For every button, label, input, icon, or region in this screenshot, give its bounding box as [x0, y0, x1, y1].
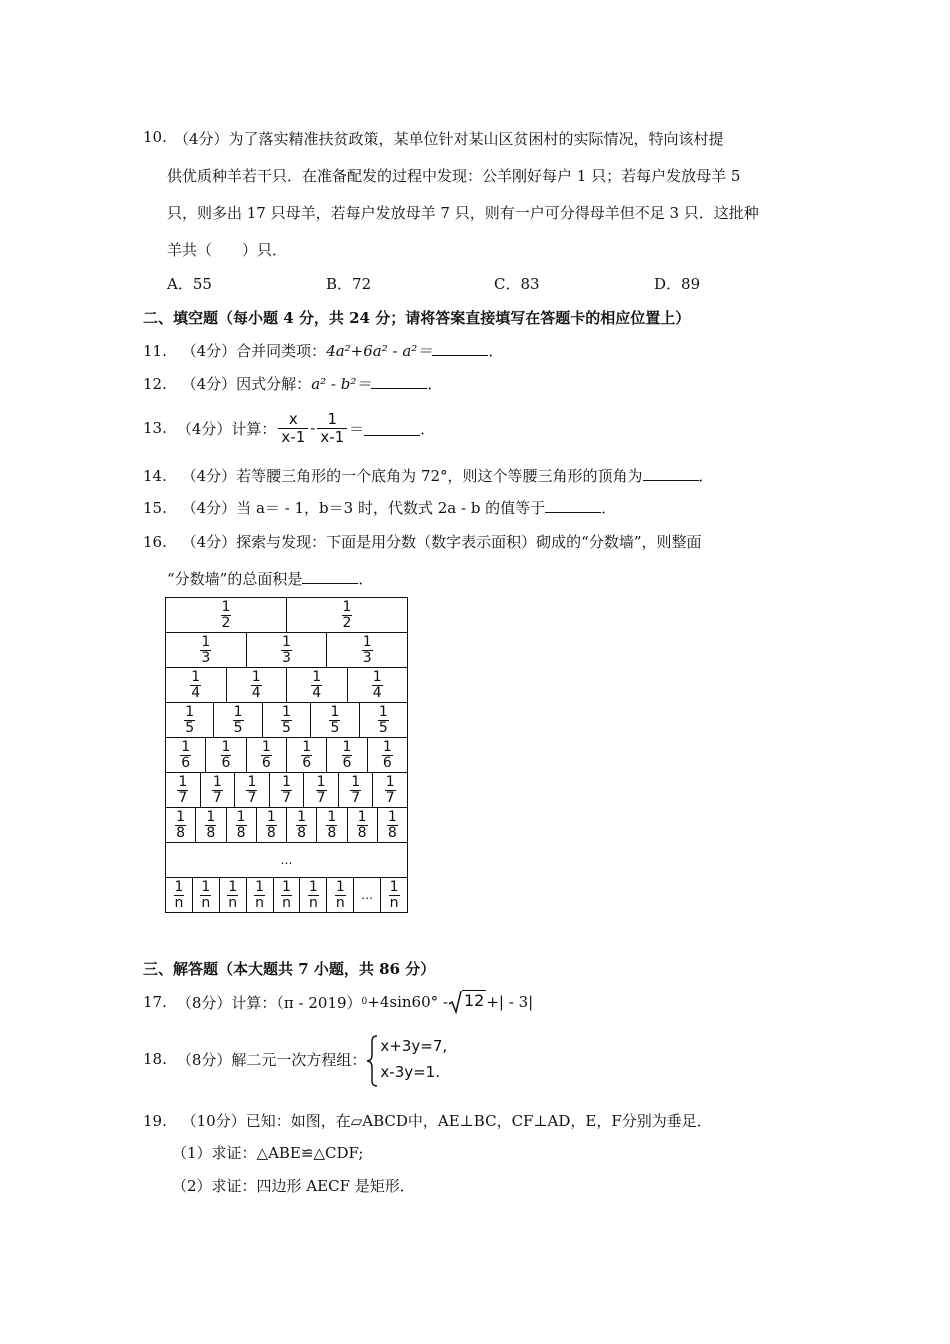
- wall-fraction-numerator: 1: [357, 808, 367, 825]
- wall-fraction-numerator: 1: [221, 598, 231, 615]
- q19-number: 19.: [143, 1112, 167, 1130]
- wall-fraction: [266, 810, 277, 841]
- wall-row-6: [166, 738, 407, 773]
- wall-fraction-denominator: 7: [385, 789, 395, 806]
- wall-fraction-denominator: 6: [181, 754, 191, 771]
- wall-fraction: [342, 740, 353, 771]
- wall-brick: [287, 598, 407, 632]
- q11-answer-blank: [432, 341, 488, 356]
- wall-ellipsis-text: …: [280, 853, 293, 867]
- wall-fraction-denominator: 5: [233, 719, 243, 736]
- wall-fraction: [212, 775, 223, 806]
- wall-fraction-numerator: 1: [351, 773, 361, 790]
- wall-fraction: [281, 705, 292, 736]
- wall-fraction: [174, 880, 185, 911]
- wall-fraction-denominator: 4: [251, 684, 261, 701]
- wall-fraction-denominator: 8: [387, 824, 397, 841]
- q18-equation-system: [366, 1033, 447, 1085]
- wall-fraction: [200, 880, 211, 911]
- wall-fraction-numerator: 1: [282, 773, 291, 790]
- q19-text: （10分）已知：如图，在▱ABCD中，AE⊥BC，CF⊥AD，E，F分别为垂足．: [181, 1112, 712, 1130]
- q15-answer-blank: [545, 498, 601, 513]
- wall-fraction: [350, 775, 361, 806]
- wall-fraction-numerator: 1: [236, 808, 246, 825]
- q14-end: ．: [698, 467, 714, 485]
- wall-brick: [354, 878, 381, 912]
- q13-fraction-1: [278, 411, 308, 446]
- wall-brick: [166, 808, 196, 842]
- wall-fraction-numerator: 1: [212, 773, 222, 790]
- wall-fraction-denominator: 7: [178, 789, 188, 806]
- q13-prefix: （4分）计算：: [176, 419, 277, 438]
- wall-fraction: [177, 775, 188, 806]
- q14-text: （4分）若等腰三角形的一个底角为 72°，则这个等腰三角形的顶角为: [181, 467, 643, 485]
- wall-fraction-numerator: 1: [251, 668, 261, 685]
- wall-fraction: [251, 670, 262, 701]
- wall-fraction-denominator: 6: [342, 754, 352, 771]
- wall-brick: [327, 738, 367, 772]
- wall-fraction-denominator: 8: [327, 824, 337, 841]
- q17-end: +| - 3|: [486, 993, 534, 1011]
- wall-row-ellipsis: [166, 843, 407, 878]
- wall-fraction-numerator: 1: [342, 598, 352, 615]
- wall-row-7: [166, 773, 407, 808]
- wall-fraction-denominator: 5: [330, 719, 340, 736]
- wall-fraction: [311, 670, 322, 701]
- wall-fraction-numerator: 1: [228, 878, 238, 895]
- wall-fraction-numerator: 1: [221, 738, 231, 755]
- wall-row-4: [166, 668, 407, 703]
- wall-fraction: [246, 775, 257, 806]
- wall-fraction-denominator: n: [201, 894, 211, 911]
- wall-brick: [300, 878, 327, 912]
- wall-fraction-numerator: 1: [201, 633, 211, 650]
- wall-fraction-numerator: 1: [362, 633, 372, 650]
- wall-fraction-numerator: 1: [378, 703, 388, 720]
- wall-brick: [311, 703, 359, 737]
- q18-prefix: （8分）解二元一次方程组：: [176, 1050, 367, 1069]
- wall-fraction-numerator: 1: [385, 773, 395, 790]
- wall-fraction-denominator: 6: [302, 754, 312, 771]
- wall-fraction-denominator: 8: [297, 824, 307, 841]
- wall-fraction: [385, 775, 396, 806]
- wall-fraction-numerator: 1: [387, 808, 397, 825]
- wall-brick: [220, 878, 247, 912]
- wall-row-5: [166, 703, 407, 738]
- wall-fraction-denominator: 3: [362, 649, 372, 666]
- wall-brick: [348, 808, 378, 842]
- q13-number: 13.: [143, 419, 167, 437]
- wall-brick: [348, 668, 408, 702]
- wall-fraction-denominator: n: [389, 894, 399, 911]
- wall-fraction-denominator: 7: [282, 789, 291, 806]
- wall-brick: [287, 668, 348, 702]
- wall-fraction-denominator: 2: [342, 614, 352, 631]
- wall-fraction-numerator: 1: [282, 703, 291, 720]
- wall-fraction-denominator: 3: [201, 649, 211, 666]
- wall-row-3: [166, 633, 407, 668]
- wall-fraction: [221, 600, 232, 631]
- wall-fraction-numerator: 1: [178, 773, 188, 790]
- wall-fraction-numerator: 1: [312, 668, 322, 685]
- wall-brick: [360, 703, 407, 737]
- q15-text: （4分）当 a＝ - 1，b＝3 时，代数式 2a - b 的值等于: [181, 499, 546, 517]
- wall-fraction: [362, 635, 373, 666]
- wall-fraction-denominator: 8: [206, 824, 216, 841]
- wall-fraction: [296, 810, 307, 841]
- wall-brick: [166, 773, 201, 807]
- wall-fraction: [329, 705, 340, 736]
- wall-fraction: [326, 810, 337, 841]
- wall-fraction: [387, 810, 398, 841]
- wall-brick: [227, 808, 257, 842]
- wall-fraction: [372, 670, 383, 701]
- wall-fraction-numerator: 1: [181, 738, 191, 755]
- q10-option-a: A．55: [167, 275, 212, 293]
- wall-fraction-denominator: 7: [316, 789, 326, 806]
- q16-number: 16.: [143, 533, 167, 551]
- wall-fraction-numerator: 1: [247, 773, 257, 790]
- wall-fraction-numerator: 1: [327, 808, 337, 825]
- q13-fraction-2-denominator: x-1: [317, 428, 347, 446]
- wall-fraction: [335, 880, 346, 911]
- wall-fraction-numerator: 1: [233, 703, 243, 720]
- wall-fraction-numerator: 1: [201, 878, 211, 895]
- q13: [143, 406, 435, 450]
- left-brace-icon: [366, 1035, 378, 1087]
- q10-option-d: D．89: [654, 275, 701, 293]
- wall-fraction: [281, 635, 292, 666]
- wall-fraction: [308, 880, 319, 911]
- wall-fraction-denominator: 7: [351, 789, 361, 806]
- wall-fraction-numerator: 1: [266, 808, 276, 825]
- wall-ellipsis-text: …: [361, 888, 374, 902]
- wall-fraction-denominator: 5: [282, 719, 291, 736]
- wall-fraction: [200, 635, 211, 666]
- wall-fraction-numerator: 1: [297, 808, 307, 825]
- q13-minus: -: [310, 419, 316, 437]
- fraction-wall: [165, 597, 408, 913]
- wall-brick: [227, 668, 288, 702]
- wall-fraction-denominator: n: [255, 894, 265, 911]
- wall-fraction-denominator: 4: [312, 684, 322, 701]
- wall-fraction-numerator: 1: [308, 878, 318, 895]
- wall-fraction-denominator: 2: [221, 614, 231, 631]
- wall-fraction: [221, 740, 232, 771]
- q17-prefix: （8分）计算：（π - 2019）: [176, 993, 362, 1012]
- q18-number: 18.: [143, 1050, 167, 1068]
- wall-fraction-numerator: 1: [342, 738, 352, 755]
- wall-row-8: [166, 808, 407, 843]
- q17-square-root: [448, 990, 486, 1014]
- q12: [143, 373, 442, 394]
- wall-brick: [247, 878, 274, 912]
- wall-brick: [270, 773, 305, 807]
- q11-number: 11.: [143, 342, 167, 360]
- q10-number: 10.: [143, 128, 167, 146]
- wall-brick: [287, 808, 317, 842]
- wall-brick: [193, 878, 220, 912]
- wall-brick: [196, 808, 226, 842]
- q18-equation-2: x-3y=1.: [380, 1063, 440, 1081]
- q17-exponent: 0: [361, 997, 368, 1007]
- wall-fraction-denominator: 8: [236, 824, 246, 841]
- wall-fraction-numerator: 1: [176, 808, 186, 825]
- q10-line-1: （4分）为了落实精准扶贫政策，某单位针对某山区贫困村的实际情况，特向该村提: [174, 130, 724, 148]
- wall-fraction: [254, 880, 265, 911]
- wall-brick: [166, 738, 206, 772]
- wall-fraction: [227, 880, 238, 911]
- wall-fraction-numerator: 1: [185, 703, 195, 720]
- wall-fraction: [357, 810, 368, 841]
- q19-sub-1: （1）求证：△ABE≌△CDF;: [172, 1144, 364, 1162]
- wall-fraction-denominator: 4: [372, 684, 382, 701]
- wall-fraction-denominator: 7: [212, 789, 222, 806]
- wall-brick: [247, 738, 287, 772]
- q14-answer-blank: [643, 466, 699, 481]
- wall-brick: [274, 878, 301, 912]
- wall-fraction-denominator: 5: [378, 719, 388, 736]
- wall-fraction: [281, 880, 292, 911]
- wall-fraction: [180, 740, 191, 771]
- q10-line-4: 羊共（ ）只．: [167, 241, 288, 259]
- wall-fraction: [389, 880, 400, 911]
- q13-end: ．: [420, 419, 436, 438]
- wall-fraction-denominator: 6: [261, 754, 271, 771]
- q16-line-1: [143, 531, 702, 552]
- wall-fraction-numerator: 1: [261, 738, 271, 755]
- q10-line-3: 只，则多出 17 只母羊，若每户发放母羊 7 只，则有一户可分得母羊但不足 3 只．这批种: [167, 204, 759, 222]
- wall-fraction: [378, 705, 389, 736]
- wall-brick: [166, 703, 214, 737]
- wall-fraction-numerator: 1: [282, 878, 291, 895]
- q16-line-2: [167, 568, 373, 589]
- wall-brick: [263, 703, 311, 737]
- q17-radicand: 12: [463, 991, 485, 1010]
- wall-row-2: [166, 598, 407, 633]
- wall-fraction-numerator: 1: [330, 703, 340, 720]
- q11-end: ．: [488, 342, 504, 360]
- q18-equation-1: x+3y=7,: [380, 1037, 448, 1055]
- wall-brick: [381, 878, 407, 912]
- wall-fraction-numerator: 1: [174, 878, 184, 895]
- wall-brick: [214, 703, 262, 737]
- q12-prefix: （4分）因式分解：: [181, 375, 312, 393]
- section-3-heading: 三、解答题（本大题共 7 小题，共 86 分）: [143, 960, 436, 978]
- wall-fraction: [382, 740, 393, 771]
- wall-fraction-numerator: 1: [372, 668, 382, 685]
- q18: [143, 1030, 447, 1088]
- wall-brick: [368, 738, 407, 772]
- wall-brick: [373, 773, 407, 807]
- q15-number: 15.: [143, 499, 167, 517]
- wall-brick: [327, 878, 354, 912]
- wall-fraction-numerator: 1: [335, 878, 345, 895]
- q13-fraction-2-numerator: 1: [327, 409, 338, 428]
- wall-fraction-denominator: n: [335, 894, 345, 911]
- q13-fraction-1-denominator: x-1: [278, 428, 308, 446]
- wall-fraction-denominator: 6: [382, 754, 392, 771]
- q14: [143, 465, 714, 486]
- wall-brick: [327, 633, 407, 667]
- q16-text-1: （4分）探索与发现：下面是用分数（数字表示面积）砌成的“分数墙”，则整面: [181, 533, 702, 551]
- q13-answer-blank: [364, 421, 420, 436]
- wall-row-n: [166, 878, 407, 912]
- q16-answer-blank: [302, 569, 358, 584]
- wall-brick: [206, 738, 246, 772]
- wall-fraction: [205, 810, 216, 841]
- wall-brick: [166, 668, 227, 702]
- wall-fraction-numerator: 1: [316, 773, 326, 790]
- q10-option-c: C．83: [494, 275, 540, 293]
- wall-fraction: [175, 810, 186, 841]
- wall-fraction: [190, 670, 201, 701]
- q17-number: 17.: [143, 993, 167, 1011]
- wall-fraction-denominator: 3: [282, 649, 291, 666]
- q17-mid: +4sin60° -: [367, 993, 448, 1011]
- wall-fraction-denominator: n: [282, 894, 291, 911]
- wall-fraction-denominator: 8: [266, 824, 276, 841]
- q13-equals: ＝: [349, 419, 365, 438]
- q11-prefix: （4分）合并同类项：: [181, 342, 327, 360]
- wall-brick: [166, 633, 247, 667]
- wall-fraction-numerator: 1: [382, 738, 392, 755]
- wall-fraction: [342, 600, 353, 631]
- wall-fraction: [301, 740, 312, 771]
- q19-sub-2: （2）求证：四边形 AECF 是矩形．: [172, 1177, 415, 1195]
- wall-brick: [201, 773, 236, 807]
- wall-fraction-numerator: 1: [191, 668, 201, 685]
- q16-end: ．: [358, 570, 374, 588]
- wall-fraction: [184, 705, 195, 736]
- q11-expression: 4a²+6a² - a²＝: [326, 342, 433, 360]
- wall-brick: [339, 773, 374, 807]
- wall-fraction: [281, 775, 292, 806]
- q17: [143, 990, 533, 1014]
- q15: [143, 497, 616, 518]
- q13-fraction-1-numerator: x: [288, 409, 298, 428]
- wall-brick: [287, 738, 327, 772]
- q10-line-2: 供优质种羊若干只．在准备配发的过程中发现：公羊刚好每户 1 只；若每户发放母羊 5: [167, 167, 741, 185]
- wall-brick: [304, 773, 339, 807]
- q13-fraction-2: [317, 411, 347, 446]
- q12-number: 12.: [143, 375, 167, 393]
- wall-fraction-numerator: 1: [389, 878, 399, 895]
- wall-fraction-denominator: 7: [247, 789, 257, 806]
- q14-number: 14.: [143, 467, 167, 485]
- wall-fraction-numerator: 1: [282, 633, 291, 650]
- wall-fraction-denominator: 8: [176, 824, 186, 841]
- wall-fraction: [316, 775, 327, 806]
- wall-brick: [378, 808, 407, 842]
- wall-fraction-denominator: 8: [357, 824, 367, 841]
- radical-sign-icon: [448, 990, 462, 1014]
- wall-fraction: [233, 705, 244, 736]
- q12-answer-blank: [371, 374, 427, 389]
- q10-option-b: B．72: [326, 275, 372, 293]
- q11: [143, 340, 503, 361]
- wall-brick: [235, 773, 270, 807]
- wall-fraction-numerator: 1: [255, 878, 265, 895]
- q16-text-2: “分数墙”的总面积是: [167, 570, 303, 588]
- wall-brick: [257, 808, 287, 842]
- wall-brick: [317, 808, 347, 842]
- wall-fraction-numerator: 1: [302, 738, 312, 755]
- q15-end: ．: [601, 499, 617, 517]
- wall-fraction-numerator: 1: [206, 808, 216, 825]
- wall-fraction: [261, 740, 272, 771]
- section-2-heading: 二、填空题（每小题 4 分，共 24 分；请将答案直接填写在答题卡的相应位置上）: [143, 309, 691, 327]
- wall-brick: [247, 633, 328, 667]
- wall-fraction-denominator: n: [308, 894, 318, 911]
- wall-fraction-denominator: 4: [191, 684, 201, 701]
- q12-end: ．: [427, 375, 443, 393]
- wall-brick: [166, 598, 287, 632]
- q12-expression: a² - b²＝: [311, 375, 372, 393]
- wall-brick: [166, 878, 193, 912]
- wall-fraction: [236, 810, 247, 841]
- q19-line-1: [143, 1110, 712, 1131]
- wall-fraction-denominator: 5: [185, 719, 195, 736]
- wall-fraction-denominator: 6: [221, 754, 231, 771]
- wall-fraction-denominator: n: [174, 894, 184, 911]
- wall-fraction-denominator: n: [228, 894, 238, 911]
